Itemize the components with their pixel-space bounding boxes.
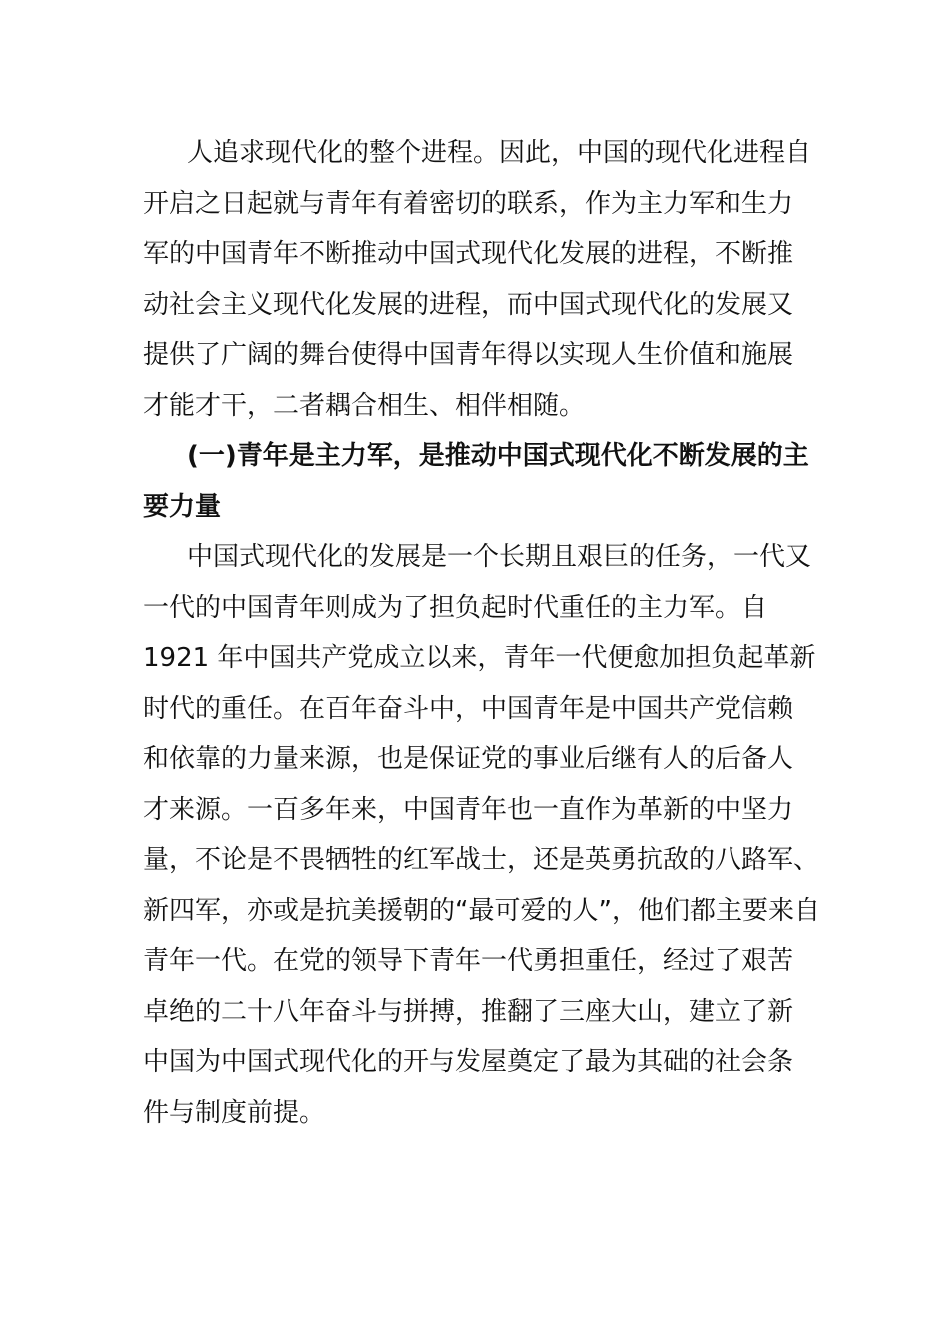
text-line: 时代的重任。在百年奋斗中，中国青年是中国共产党信赖: [143, 693, 794, 724]
paragraph-continuation: [143, 128, 812, 431]
text-line: 开启之日起就与青年有着密切的联系，作为主力军和生力: [143, 188, 794, 219]
document-body: [143, 128, 820, 1138]
text-line: 军的中国青年不断推动中国式现代化发展的进程，不断推: [143, 239, 794, 269]
text-line: 动社会主义现代化发展的进程，而中国式现代化的发展又: [143, 289, 794, 320]
text-line: 人追求现代化的整个进程。因此，中国的现代化进程自: [187, 138, 812, 168]
heading-line: (一)青年是主力军，是推动中国式现代化不断发展的主: [187, 441, 809, 471]
text-line: 中国式现代化的发展是一个长期且艰巨的任务，一代又: [187, 542, 812, 572]
heading-line: 要力量: [143, 491, 222, 522]
text-line: 才来源。一百多年来，中国青年也一直作为革新的中坚力: [143, 794, 794, 825]
text-line: 新四军，亦或是抗美援朝的“最可爱的人”，他们都主要来自: [143, 895, 820, 926]
text-line: 量，不论是不畏牺牲的红军战士，还是英勇抗敌的八路军、: [143, 845, 820, 875]
text-line: 才能才干，二者耦合相生、相伴相随。: [143, 390, 586, 421]
text-line: 卓绝的二十八年奋斗与拼搏，推翻了三座大山，建立了新: [143, 996, 794, 1027]
text-line: 提供了广阔的舞台使得中国青年得以实现人生价值和施展: [143, 340, 794, 370]
text-line: 中国为中国式现代化的开与发屋奠定了最为其础的社会条: [143, 1047, 794, 1077]
text-line: 1921 年中国共产党成立以来，青年一代便愈加担负起革新: [143, 643, 816, 673]
paragraph-body: [143, 532, 820, 1138]
section-heading: [143, 431, 809, 532]
text-line: 一代的中国青年则成为了担负起时代重任的主力军。自: [143, 592, 768, 623]
text-line: 件与制度前提。: [143, 1097, 326, 1128]
text-line: 青年一代。在党的领导下青年一代勇担重任，经过了艰苦: [143, 946, 794, 976]
text-line: 和依靠的力量来源，也是保证党的事业后继有人的后备人: [143, 744, 794, 774]
